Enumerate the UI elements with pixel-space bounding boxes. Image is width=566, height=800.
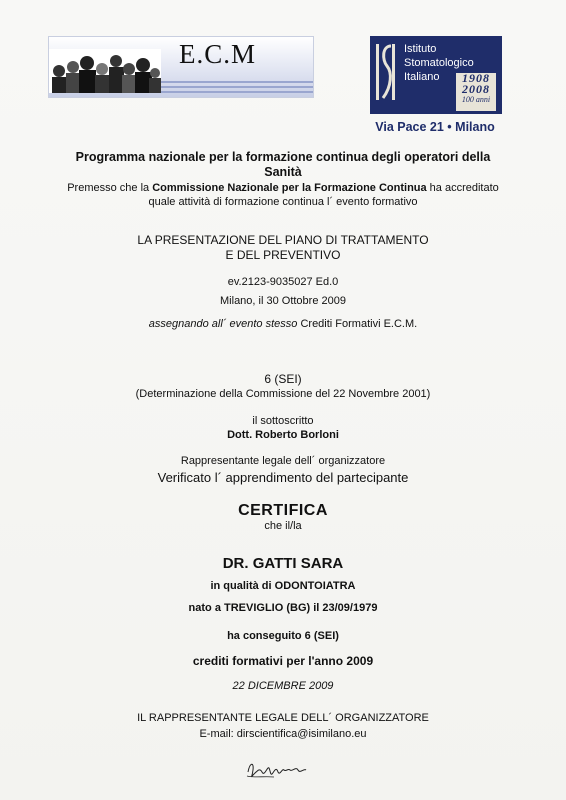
isi-name-line: Stomatologico xyxy=(404,57,474,69)
ecm-banner xyxy=(48,36,314,98)
program-title-line2: Sanità xyxy=(264,165,302,179)
isi-name-line: Istituto xyxy=(404,43,437,55)
email-line: E-mail: dirscientifica@isimilano.eu xyxy=(199,728,367,740)
signatory-role: Rappresentante legale dell´ organizzatore xyxy=(180,455,386,467)
year-credits: crediti formativi per l'anno 2009 xyxy=(192,654,374,668)
ecm-group-photo xyxy=(49,49,161,93)
premise-line2: quale attività di formazione continua l´ evento formativo xyxy=(148,196,418,208)
certifica-subheading: che il/la xyxy=(264,520,302,532)
event-code: ev.2123-9035027 Ed.0 xyxy=(227,276,339,288)
signatory-intro: il sottoscritto xyxy=(252,415,314,427)
anniversary-label: 100 anni xyxy=(461,95,491,104)
program-title-line1: Programma nazionale per la formazione continua degli operatori della xyxy=(75,150,491,164)
ecm-title: E.C.M xyxy=(179,39,257,69)
verification-statement: Verificato l´ apprendimento del partecipante xyxy=(157,470,409,485)
event-title-line2: E DEL PREVENTIVO xyxy=(225,248,341,262)
signatory-name: Dott. Roberto Borloni xyxy=(227,429,339,441)
isi-name-line: Italiano xyxy=(404,71,440,83)
assignment-line xyxy=(0,318,566,330)
certificate-date: 22 DICEMBRE 2009 xyxy=(232,680,334,692)
premise-prefix: Premesso che la xyxy=(67,182,153,194)
isi-centenary-badge xyxy=(456,73,496,111)
assignment-italic: assegnando all´ evento stesso xyxy=(148,318,298,330)
ecm-stripes xyxy=(161,78,313,93)
year-end: 2008 xyxy=(462,82,490,96)
address: Via Pace 21 • Milano xyxy=(375,120,495,134)
participant-birth: nato a TREVIGLIO (BG) il 23/09/1979 xyxy=(188,602,378,614)
credits-amount: 6 (SEI) xyxy=(264,372,302,386)
premise-line1 xyxy=(0,182,566,194)
event-title-line1: LA PRESENTAZIONE DEL PIANO DI TRATTAMENTO xyxy=(137,233,429,247)
certifica-heading: CERTIFICA xyxy=(238,502,328,519)
legal-representative: IL RAPPRESENTANTE LEGALE DELL´ ORGANIZZATORE xyxy=(137,712,429,724)
event-place-date: Milano, il 30 Ottobre 2009 xyxy=(220,295,346,307)
isi-logo xyxy=(370,36,502,114)
handwritten-signature xyxy=(244,758,324,782)
assignment-rest: Crediti Formativi E.C.M. xyxy=(297,318,418,330)
premise-suffix: ha accreditato xyxy=(426,182,499,194)
credits-achieved: ha conseguito 6 (SEI) xyxy=(227,630,339,642)
participant-qualification: in qualità di ODONTOIATRA xyxy=(210,580,356,592)
participant-name: DR. GATTI SARA xyxy=(222,555,344,572)
isi-monogram-icon xyxy=(374,40,396,104)
commission-name: Commissione Nazionale per la Formazione Continua xyxy=(152,182,427,194)
year-start: 1908 xyxy=(462,71,490,85)
determination: (Determinazione della Commissione del 22 Novembre 2001) xyxy=(135,388,431,400)
